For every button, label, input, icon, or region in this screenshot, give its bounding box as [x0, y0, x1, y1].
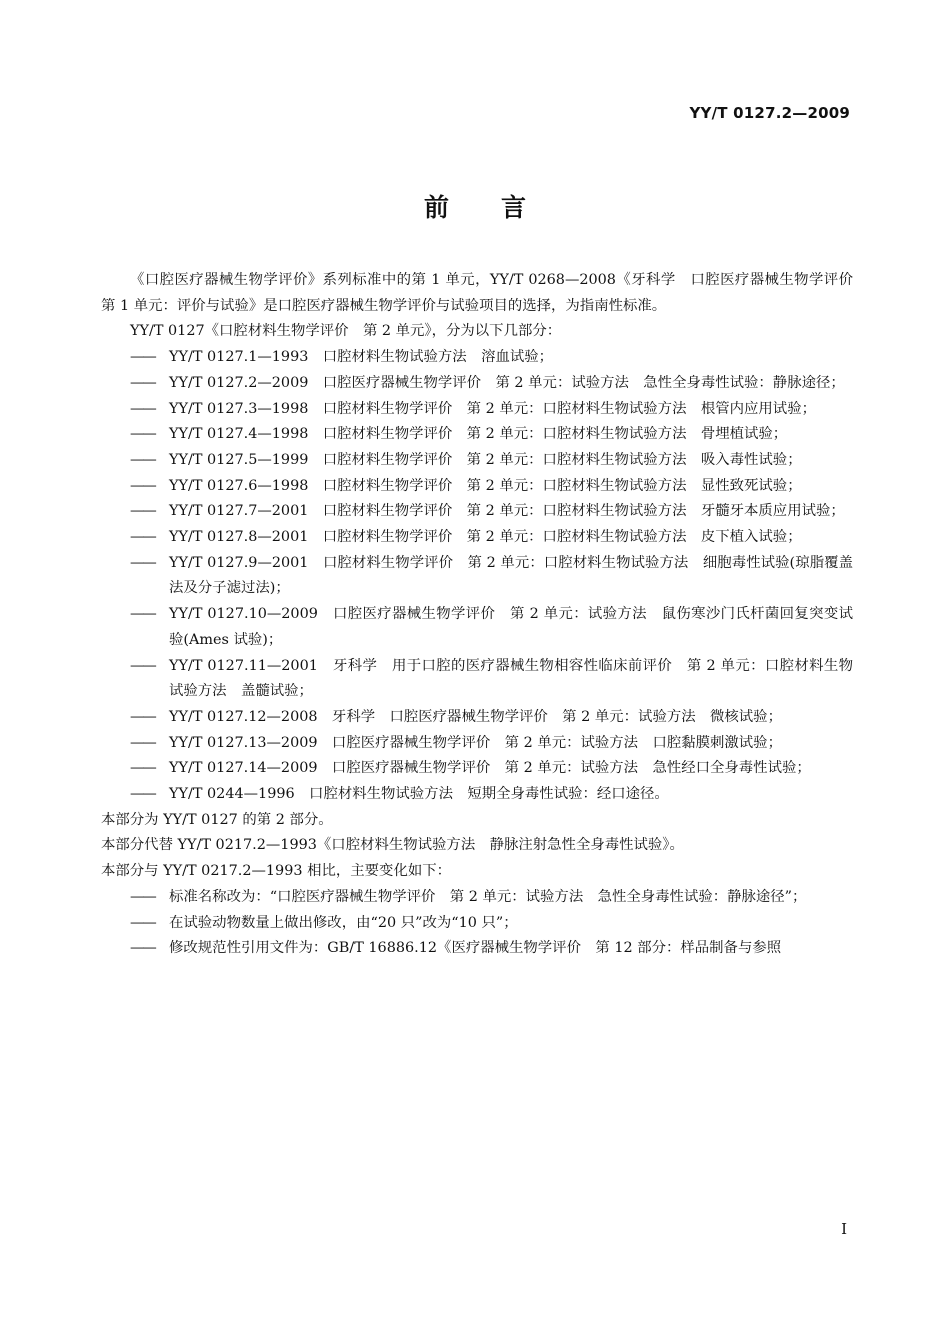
- list-item: [101, 448, 853, 474]
- list-item-text: YY/T 0127.12—2008 牙科学 口腔医疗器械生物学评价 第 2 单元：试验方法 微核试验；: [169, 708, 782, 725]
- list-item: [101, 731, 853, 757]
- dash-marker: [101, 499, 169, 525]
- list-item-text: 在试验动物数量上做出修改，由“20 只”改为“10 只”；: [169, 914, 518, 931]
- dash-marker: [101, 885, 169, 911]
- dash-marker: [101, 782, 169, 808]
- list-item: [101, 499, 853, 525]
- list-item-text: YY/T 0244—1996 口腔材料生物试验方法 短期全身毒性试验：经口途径。: [169, 786, 669, 803]
- list-item: [101, 885, 853, 911]
- list-item-text: YY/T 0127.3—1998 口腔材料生物学评价 第 2 单元：口腔材料生物试验方法 根管内应用试验；: [169, 400, 816, 417]
- intro-paragraph-2: YY/T 0127《口腔材料生物学评价 第 2 单元》，分为以下几部分：: [130, 323, 562, 340]
- title-char-1: 前: [423, 193, 449, 222]
- standard-id: YY/T 0127.2—2009: [689, 104, 850, 122]
- dash-marker: [101, 397, 169, 423]
- list-item: [101, 525, 853, 551]
- dash-marker: [101, 705, 169, 731]
- dash-marker: [101, 345, 169, 371]
- parts-list: [101, 345, 853, 808]
- preface-body: [101, 268, 868, 962]
- list-item: [101, 602, 853, 653]
- list-item-text: YY/T 0127.11—2001 牙科学 用于口腔的医疗器械生物相容性临床前评价 第 2 单元：口腔材料生物试验方法 盖髓试验；: [169, 657, 853, 700]
- list-item: [101, 397, 853, 423]
- title-char-2: 言: [501, 193, 527, 222]
- replaces-note: 本部分代替 YY/T 0217.2—1993《口腔材料生物试验方法 静脉注射急性全身毒性试验》。: [101, 837, 684, 854]
- part-of-note: 本部分为 YY/T 0127 的第 2 部分。: [101, 811, 333, 828]
- intro-paragraph-1: 《口腔医疗器械生物学评价》系列标准中的第 1 单元，YY/T 0268—2008《牙科学 口腔医疗器械生物学评价 第 1 单元：评价与试验》是口腔医疗器械生物学评价与试验项目的选择，为指南性标准。: [101, 272, 868, 314]
- list-item: [101, 474, 853, 500]
- list-item: [101, 371, 853, 397]
- list-item: [101, 654, 853, 705]
- dash-marker: [101, 551, 169, 602]
- list-item: [101, 936, 853, 962]
- dash-marker: [101, 525, 169, 551]
- list-item: [101, 422, 853, 448]
- list-item-text: YY/T 0127.2—2009 口腔医疗器械生物学评价 第 2 单元：试验方法 急性全身毒性试验：静脉途径；: [169, 374, 845, 391]
- dash-marker: [101, 731, 169, 757]
- changes-list: [101, 885, 853, 962]
- list-item-text: YY/T 0127.4—1998 口腔材料生物学评价 第 2 单元：口腔材料生物试验方法 骨埋植试验；: [169, 426, 788, 443]
- list-item: [101, 705, 853, 731]
- list-item-text: YY/T 0127.6—1998 口腔材料生物学评价 第 2 单元：口腔材料生物试验方法 显性致死试验；: [169, 477, 802, 494]
- changes-intro: 本部分与 YY/T 0217.2—1993 相比，主要变化如下：: [101, 863, 452, 880]
- list-item-text: YY/T 0127.14—2009 口腔医疗器械生物学评价 第 2 单元：试验方法 急性经口全身毒性试验；: [169, 760, 811, 777]
- list-item-text: YY/T 0127.5—1999 口腔材料生物学评价 第 2 单元：口腔材料生物试验方法 吸入毒性试验；: [169, 451, 802, 468]
- list-item-text: YY/T 0127.1—1993 口腔材料生物试验方法 溶血试验；: [169, 349, 554, 366]
- dash-marker: [101, 756, 169, 782]
- list-item-text: YY/T 0127.13—2009 口腔医疗器械生物学评价 第 2 单元：试验方法 口腔黏膜刺激试验；: [169, 734, 782, 751]
- list-item: [101, 756, 853, 782]
- dash-marker: [101, 911, 169, 937]
- list-item-text: YY/T 0127.9—2001 口腔材料生物学评价 第 2 单元：口腔材料生物试验方法 细胞毒性试验(琼脂覆盖法及分子滤过法)；: [169, 554, 853, 597]
- list-item-text: YY/T 0127.10—2009 口腔医疗器械生物学评价 第 2 单元：试验方法 鼠伤寒沙门氏杆菌回复突变试验(Ames 试验)；: [169, 606, 853, 648]
- list-item-text: YY/T 0127.7—2001 口腔材料生物学评价 第 2 单元：口腔材料生物试验方法 牙髓牙本质应用试验；: [169, 503, 845, 520]
- list-item-text: 修改规范性引用文件为：GB/T 16886.12《医疗器械生物学评价 第 12 部分：样品制备与参照: [169, 940, 782, 957]
- dash-marker: [101, 371, 169, 397]
- dash-marker: [101, 448, 169, 474]
- dash-marker: [101, 936, 169, 962]
- dash-marker: [101, 602, 169, 653]
- list-item-text: YY/T 0127.8—2001 口腔材料生物学评价 第 2 单元：口腔材料生物试验方法 皮下植入试验；: [169, 529, 802, 546]
- list-item: [101, 782, 853, 808]
- list-item: [101, 911, 853, 937]
- page-title: [0, 188, 950, 224]
- page-number: I: [841, 1220, 847, 1238]
- dash-marker: [101, 654, 169, 705]
- dash-marker: [101, 474, 169, 500]
- list-item: [101, 345, 853, 371]
- dash-marker: [101, 422, 169, 448]
- list-item-text: 标准名称改为：“口腔医疗器械生物学评价 第 2 单元：试验方法 急性全身毒性试验：静脉途径”；: [169, 888, 807, 905]
- list-item: [101, 551, 853, 602]
